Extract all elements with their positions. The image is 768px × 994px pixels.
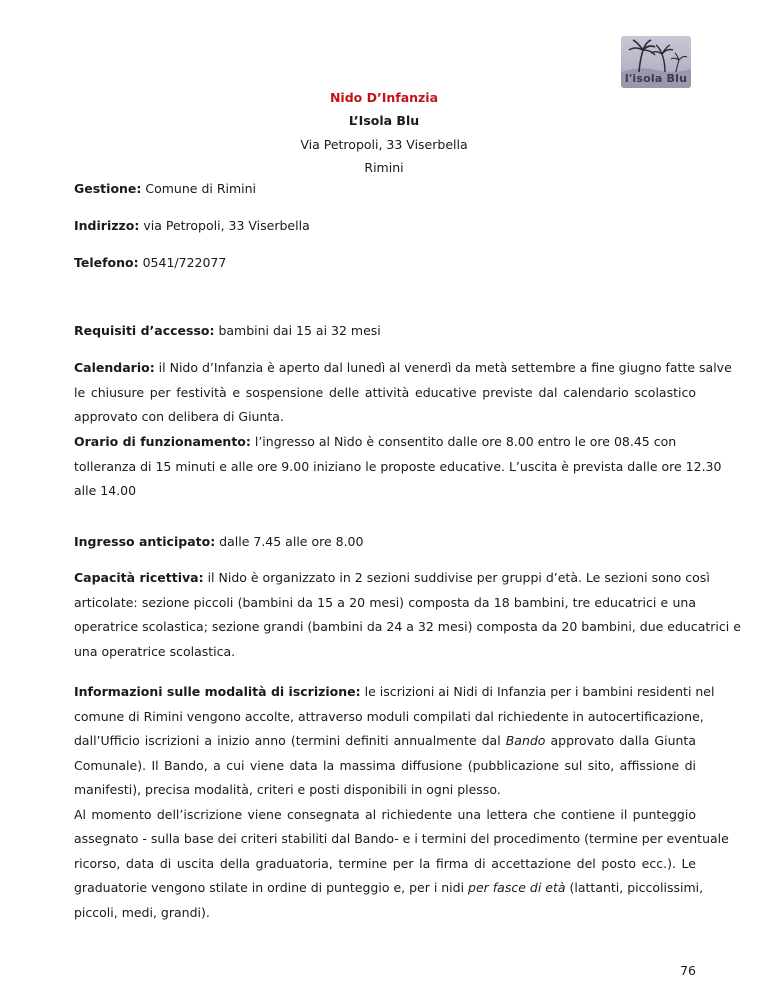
header-address: Via Petropoli, 33 Viserbella <box>300 137 468 152</box>
header-city: Rimini <box>364 160 404 175</box>
informazioni-line: Al momento dell’iscrizione viene consegnata al richiedente una lettera che contiene il punteggio <box>74 806 696 822</box>
fasce-eta-italic: per fasce di età <box>468 880 566 895</box>
telefono-value: 0541/722077 <box>138 255 227 270</box>
informazioni-line: assegnato - sulla base dei criteri stabiliti dal Bando- e i termini del procedimento (termine per eventuale <box>74 831 729 846</box>
section-calendario <box>74 356 732 430</box>
capacita-text-1: il Nido è organizzato in 2 sezioni suddivise per gruppi d’età. Le sezioni sono così <box>203 570 710 585</box>
logo-text: l'isola Blu <box>624 72 688 85</box>
capacita-line: operatrice scolastica; sezione grandi (bambini da 24 a 32 mesi) composta da 20 bambini, due educatrici e <box>74 619 741 634</box>
requisiti-label: Requisiti d’accesso: <box>74 323 215 338</box>
section-ingresso <box>74 530 696 555</box>
capacita-label: Capacità ricettiva: <box>74 570 204 585</box>
informazioni-text-9c: (lattanti, piccolissimi, <box>565 880 704 895</box>
gestione-value: Comune di Rimini <box>141 181 257 196</box>
informazioni-line <box>74 680 715 705</box>
informazioni-label: Informazioni sulle modalità di iscrizione: <box>74 684 361 699</box>
orario-line: alle 14.00 <box>74 483 137 498</box>
section-orario <box>74 430 722 504</box>
header-name: L’Isola Blu <box>348 113 420 128</box>
calendario-line: le chiusure per festività e sospensione delle attività educative previste dal calendario scolastico <box>74 384 696 400</box>
informazioni-line: comune di Rimini vengono accolte, attraverso moduli compilati dal richiedente in autocertificazione, <box>74 708 704 724</box>
telefono-label: Telefono: <box>74 255 139 270</box>
gestione-label: Gestione: <box>74 181 142 196</box>
calendario-text-1: il Nido d’Infanzia è aperto dal lunedì al venerdì da metà settembre a fine giugno fatte salve <box>154 360 732 375</box>
field-telefono <box>74 251 696 276</box>
section-informazioni <box>74 680 729 925</box>
indirizzo-label: Indirizzo: <box>74 218 140 233</box>
informazioni-text-3a: dall’Ufficio iscrizioni a inizio anno (termini definiti annualmente dal <box>74 733 506 748</box>
capacita-line: articolate: sezione piccoli (bambini da 15 a 20 mesi) composta da 18 bambini, tre educatrici e una <box>74 594 696 610</box>
informazioni-line <box>74 729 696 754</box>
informazioni-text-9a: graduatorie vengono stilate in ordine di punteggio e, per i nidi <box>74 880 469 895</box>
informazioni-line: Comunale). Il Bando, a cui viene data la massima diffusione (pubblicazione sul sito, affissione di <box>74 757 696 773</box>
informazioni-line: manifesti), precisa modalità, criteri e posti disponibili in ogni plesso. <box>74 782 501 797</box>
isola-blu-logo <box>621 36 691 88</box>
header-title: Nido D’Infanzia <box>329 90 439 105</box>
bando-italic: Bando <box>505 733 546 748</box>
calendario-label: Calendario: <box>74 360 155 375</box>
informazioni-line <box>74 876 704 901</box>
ingresso-value: dalle 7.45 alle ore 8.00 <box>215 534 364 549</box>
section-capacita <box>74 566 741 664</box>
indirizzo-value: via Petropoli, 33 Viserbella <box>139 218 310 233</box>
calendario-line <box>74 356 732 381</box>
section-requisiti <box>74 319 696 344</box>
orario-line: tolleranza di 15 minuti e alle ore 9.00 iniziano le proposte educative. L’uscita è prevista dalle ore 12.30 <box>74 458 722 474</box>
ingresso-label: Ingresso anticipato: <box>74 534 216 549</box>
orario-line <box>74 430 696 455</box>
informazioni-line: ricorso, data di uscita della graduatoria, termine per la firma di accettazione del posto ecc.). Le <box>74 855 696 871</box>
informazioni-text-1: le iscrizioni ai Nidi di Infanzia per i bambini residenti nel <box>360 684 715 699</box>
requisiti-value: bambini dai 15 ai 32 mesi <box>214 323 381 338</box>
informazioni-line: piccoli, medi, grandi). <box>74 904 210 920</box>
capacita-line <box>74 566 710 591</box>
orario-label: Orario di funzionamento: <box>74 434 251 449</box>
field-indirizzo <box>74 214 696 239</box>
capacita-line: una operatrice scolastica. <box>74 643 236 659</box>
orario-text-1: l’ingresso al Nido è consentito dalle ore 8.00 entro le ore 08.45 con <box>250 434 677 449</box>
calendario-line: approvato con delibera di Giunta. <box>74 409 284 424</box>
informazioni-text-3c: approvato dalla Giunta <box>545 733 696 748</box>
field-gestione <box>74 177 696 202</box>
page-number: 76 <box>680 963 696 978</box>
